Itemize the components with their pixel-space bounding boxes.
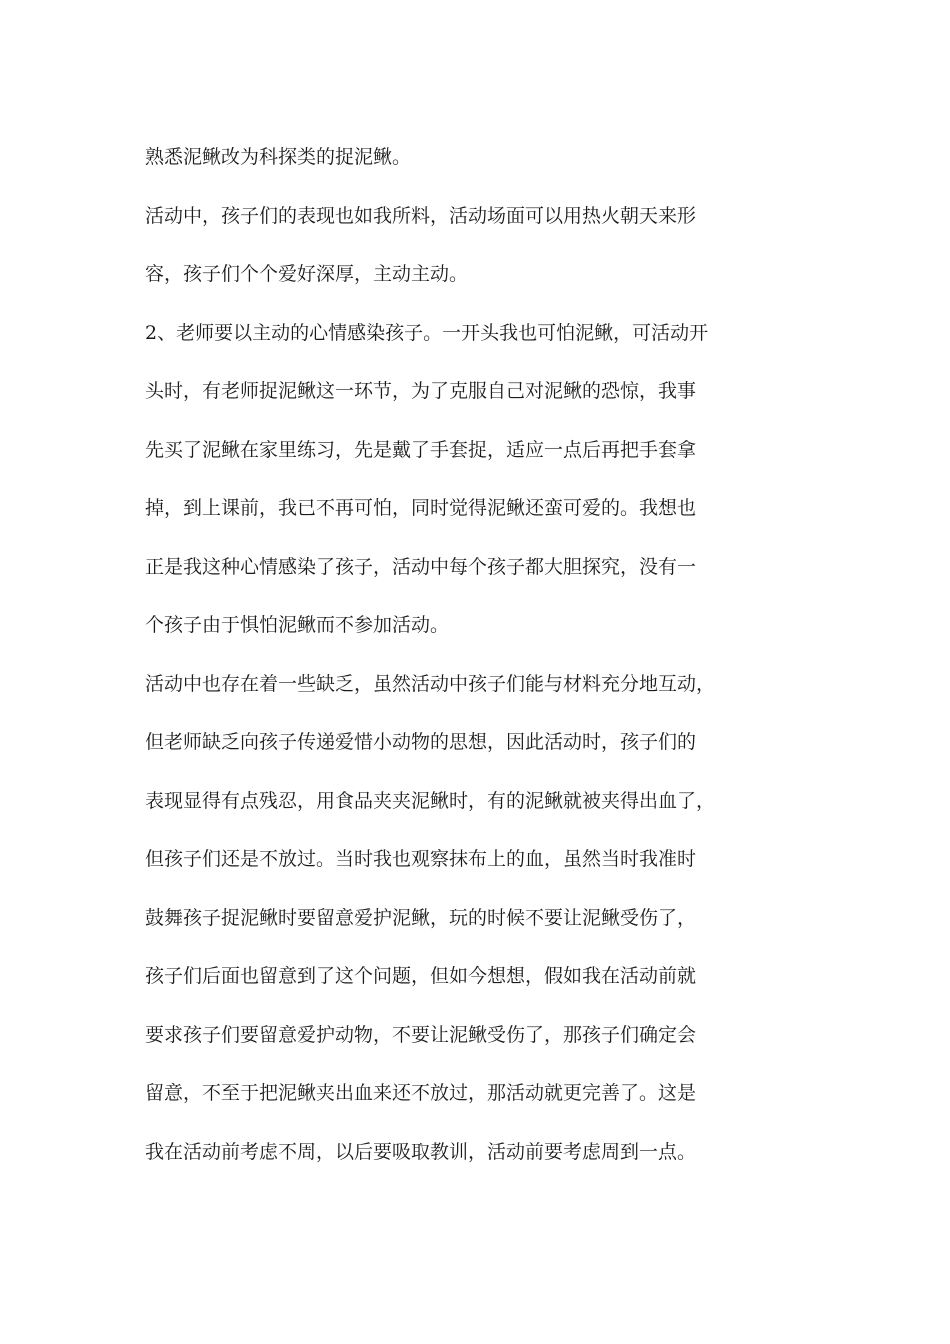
text-line: 留意，不至于把泥鳅夹出血来还不放过，那活动就更完善了。这是	[145, 1082, 697, 1104]
text-line: 活动中也存在着一些缺乏，虽然活动中孩子们能与材料充分地互动，	[145, 672, 716, 695]
text-line: 孩子们后面也留意到了这个问题，但如今想想，假如我在活动前就	[145, 965, 697, 987]
text-line: 但孩子们还是不放过。当时我也观察抹布上的血，虽然当时我准时	[145, 848, 697, 870]
text-line: 正是我这种心情感染了孩子，活动中每个孩子都大胆探究，没有一	[145, 555, 697, 578]
text-line: 2、老师要以主动的心情感染孩子。一开头我也可怕泥鳅，可活动开	[145, 321, 709, 344]
text-line: 鼓舞孩子捉泥鳅时要留意爱护泥鳅，玩的时候不要让泥鳅受伤了，	[145, 906, 697, 929]
text-line: 我在活动前考虑不周，以后要吸取教训，活动前要考虑周到一点。	[145, 1140, 697, 1163]
text-line: 表现显得有点残忍，用食品夹夹泥鳅时，有的泥鳅就被夹得出血了，	[145, 789, 716, 812]
text-line: 头时，有老师捉泥鳅这一环节，为了克服自己对泥鳅的恐惊，我事	[145, 380, 697, 402]
text-line: 熟悉泥鳅改为科探类的捉泥鳅。	[145, 146, 412, 168]
text-line: 要求孩子们要留意爱护动物，不要让泥鳅受伤了，那孩子们确定会	[145, 1023, 697, 1046]
text-line: 掉，到上课前，我已不再可怕，同时觉得泥鳅还蛮可爱的。我想也	[145, 497, 697, 519]
text-line: 容，孩子们个个爱好深厚，主动主动。	[145, 263, 469, 285]
text-line: 个孩子由于惧怕泥鳅而不参加活动。	[145, 614, 450, 636]
text-line: 先买了泥鳅在家里练习，先是戴了手套捉，适应一点后再把手套拿	[145, 438, 697, 461]
body-text	[145, 128, 835, 1181]
text-line: 但老师缺乏向孩子传递爱惜小动物的思想，因此活动时，孩子们的	[145, 731, 697, 753]
text-line: 活动中，孩子们的表现也如我所料，活动场面可以用热火朝天来形	[145, 204, 697, 227]
